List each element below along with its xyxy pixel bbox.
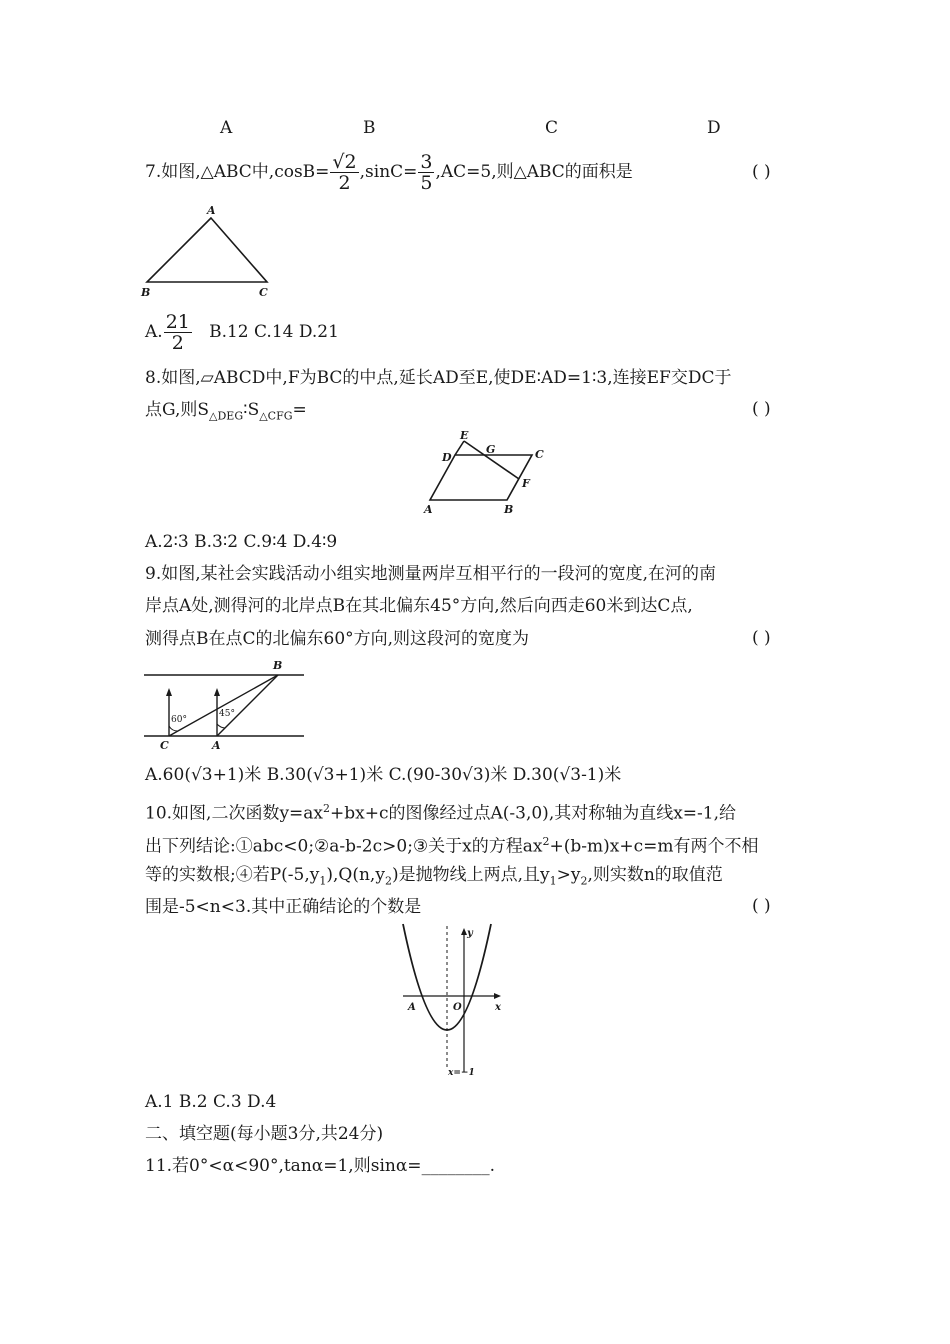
label-c: C bbox=[259, 286, 268, 299]
q11-stem: 11.若0°<α<90°,tanα=1,则sinα=________. bbox=[145, 1156, 495, 1176]
label-b: B bbox=[273, 659, 283, 672]
label-b: B bbox=[504, 503, 514, 516]
q9-stem-line2: 岸点A处,测得河的北岸点B在其北偏东45°方向,然后向西走60米到达C点, bbox=[145, 596, 693, 616]
q8-stem-line2: 点G,则$S_{\triangle DEG}∶S_{\triangle CFG}=$ bbox=[145, 400, 307, 423]
label-e: E bbox=[460, 429, 469, 442]
option-label-d: D bbox=[707, 118, 721, 138]
q7-stem: 7.如图,△ABC中,cosB= $\frac{√2}{2}$ ,sinC= $\frac{3}{5}$ ,AC=5,则△ABC的面积是 bbox=[145, 151, 633, 194]
triangle-abc bbox=[147, 218, 267, 282]
label-a: A bbox=[207, 204, 216, 217]
q9-stem-line1: 9.如图,某社会实践活动小组实地测量两岸互相平行的一段河的宽度,在河的南 bbox=[145, 564, 717, 584]
q10-options: A.1 B.2 C.3 D.4 bbox=[145, 1092, 277, 1112]
q10-stem-line4: 围是-5<n<3.其中正确结论的个数是 bbox=[145, 897, 422, 917]
q10-stem-line2: 出下列结论:①abc<0;②a-b-2c>0;③关于x的方程$ax^2+(b-m)x+c=m$有两个不相 bbox=[145, 835, 759, 857]
label-a: A bbox=[408, 1002, 416, 1013]
label-x: x bbox=[495, 1002, 501, 1013]
option-label-a: A bbox=[220, 118, 233, 138]
angle-45-label: 45° bbox=[219, 709, 235, 719]
label-b: B bbox=[141, 286, 151, 299]
q10-answer-paren: ( ) bbox=[752, 896, 771, 916]
label-x-eq-neg1: x=−1 bbox=[448, 1068, 475, 1078]
q8-stem-line1: 8.如图,▱ABCD中,F为BC的中点,延长AD至E,使DE∶AD=1∶3,连接EF交DC于 bbox=[145, 368, 732, 388]
label-c: C bbox=[535, 448, 544, 461]
line-cb bbox=[169, 675, 278, 736]
q11-answer-blank[interactable]: ________ bbox=[421, 1156, 490, 1176]
q8-options: A.2∶3 B.3∶2 C.9∶4 D.4∶9 bbox=[145, 532, 338, 552]
q9-river-figure bbox=[140, 656, 310, 752]
angle-arc-a bbox=[217, 724, 225, 728]
q10-parabola-figure bbox=[395, 922, 510, 1080]
option-label-c: C bbox=[545, 118, 559, 138]
label-f: F bbox=[522, 477, 530, 490]
label-g: G bbox=[486, 443, 496, 456]
q9-options: A.60(√3+1)米 B.30(√3+1)米 C.(90-30√3)米 D.30(√3-1)米 bbox=[145, 765, 622, 785]
q7-triangle-figure bbox=[135, 200, 285, 305]
line-ab bbox=[217, 675, 278, 736]
q9-stem-line3: 测得点B在点C的北偏东60°方向,则这段河的宽度为 bbox=[145, 629, 530, 649]
label-d: D bbox=[442, 451, 452, 464]
label-c: C bbox=[160, 739, 169, 752]
angle-60-label: 60° bbox=[171, 715, 187, 725]
q9-answer-paren: ( ) bbox=[752, 628, 771, 648]
x-axis-arrowhead bbox=[494, 993, 501, 999]
line-de bbox=[455, 441, 464, 455]
north-arrowhead-a bbox=[214, 688, 220, 696]
q8-answer-paren: ( ) bbox=[752, 399, 771, 419]
q7-answer-paren: ( ) bbox=[752, 162, 771, 182]
label-o: O bbox=[453, 1002, 462, 1013]
option-label-b: B bbox=[363, 118, 376, 138]
label-a: A bbox=[424, 503, 433, 516]
north-arrowhead-c bbox=[166, 688, 172, 696]
label-a: A bbox=[212, 739, 221, 752]
q8-parallelogram-figure bbox=[420, 428, 560, 520]
angle-arc-c bbox=[169, 726, 178, 731]
section-2-heading: 二、填空题(每小题3分,共24分) bbox=[145, 1124, 384, 1144]
q10-stem-line1: 10.如图,二次函数$y=ax^2+bx+c$的图像经过点A(-3,0),其对称轴为直线x=-1,给 bbox=[145, 802, 737, 824]
q7-options: A. $\frac{21}{2}$ B.12 C.14 D.21 bbox=[145, 311, 339, 354]
q10-stem-line3: 等的实数根;④若$P(-5,y_1),Q(n,y_2)$是抛物线上两点,且$y_1>y_2$,则实数n的取值范 bbox=[145, 865, 723, 888]
label-y: y bbox=[467, 928, 473, 939]
